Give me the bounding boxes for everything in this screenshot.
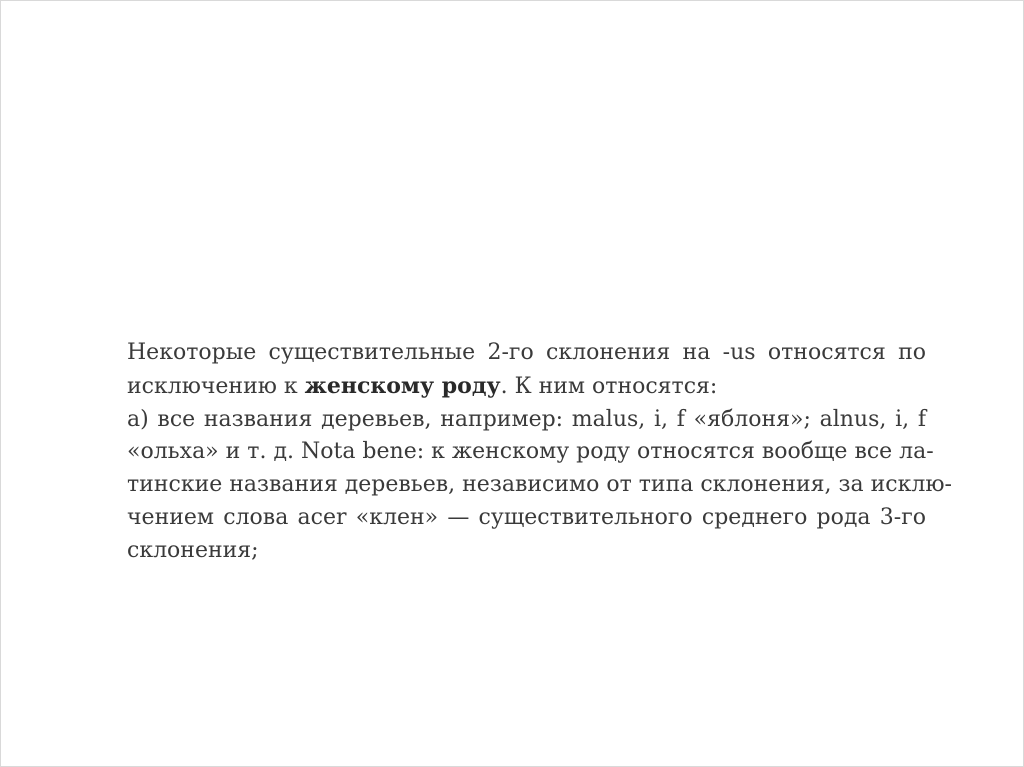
paragraph-2-line-1: а) все названия деревьев, например: malus, i, f «яблоня»; alnus, i, f (127, 406, 926, 432)
paragraph-1-line-1: Некоторые существительные 2-го склонения на -us относятся по (127, 340, 926, 365)
paragraph-2-line-2: «ольха» и т. д. Nota bene: к женскому роду относятся вообще все ла- (127, 439, 934, 465)
paragraph-1 (83, 337, 926, 404)
text-block (83, 337, 952, 568)
paragraph-2-line-5: склонения; (127, 537, 259, 563)
paragraph-1-line-2-start: исключению к (127, 373, 305, 399)
paragraph-2-line-3: тинские названия деревьев, независимо от типа склонения, за исклю- (127, 472, 952, 498)
paragraph-1-line-2 (83, 370, 926, 404)
paragraph-1-line-2-end: . К ним относятся: (500, 373, 718, 399)
feminine-gender-emphasis: женскому роду (304, 372, 501, 399)
paragraph-2-line-4: чением слова acer «клен» — существительного среднего рода 3-го (127, 504, 926, 530)
paragraph-2 (83, 404, 952, 568)
